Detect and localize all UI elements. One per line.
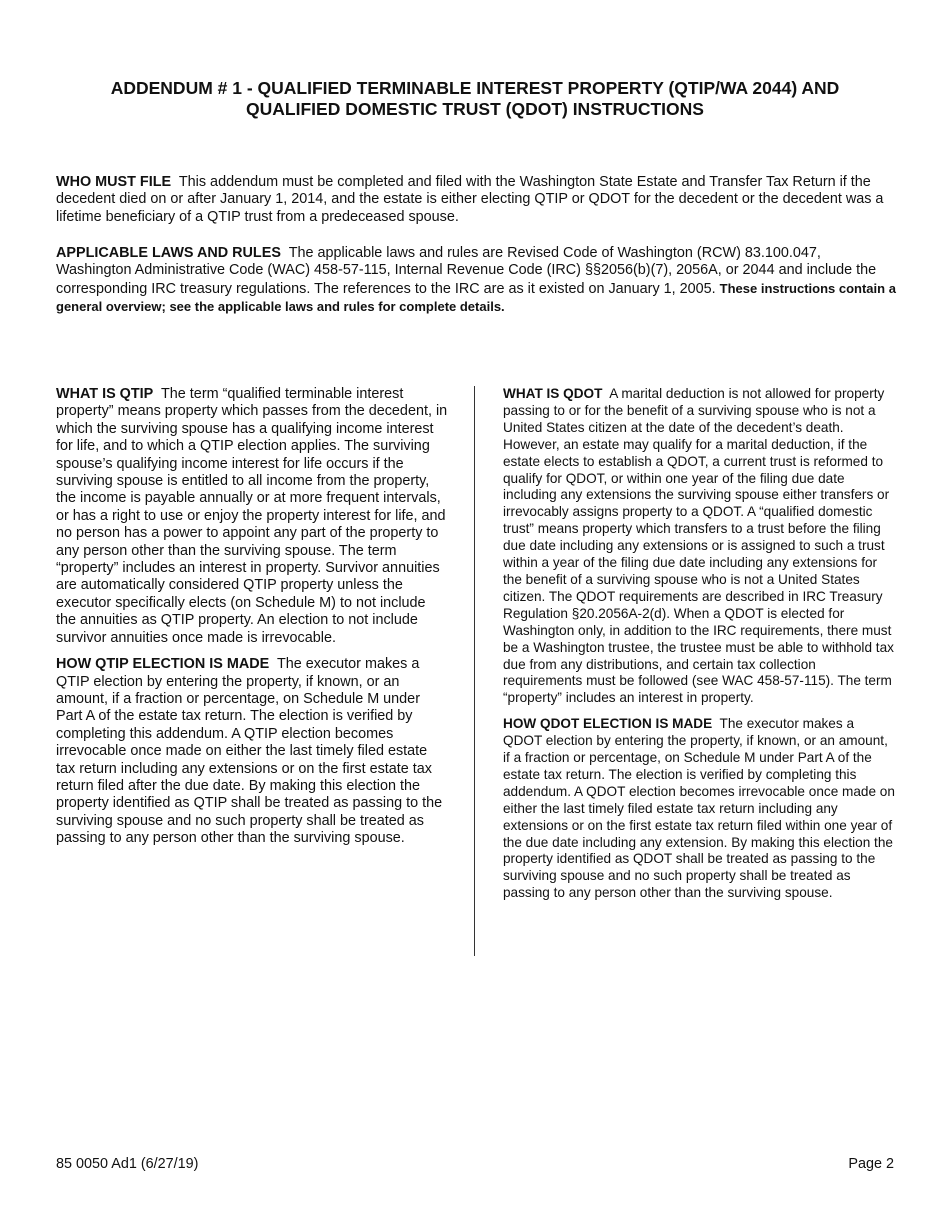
title-line-2: QUALIFIED DOMESTIC TRUST (QDOT) INSTRUCTIONS <box>246 99 704 119</box>
applicable-laws-text: The applicable laws and rules are Revised Code of Washington (RCW) 83.100.047, Washington Administrative Code (WAC) 458-57-115, Internal Revenue Code (IRC) §§2056(b)(7), 2056A, or 2044 and include the corresponding IRC treasury regulations. The references to the IRC are as it existed on January 1, 2005. <box>56 245 877 297</box>
who-must-file-heading: WHO MUST FILE <box>56 174 172 190</box>
how-qtip-text: The executor makes a QTIP election by entering the property, if known, or an amount, if a fraction or percentage, on Schedule M under Part A of the estate tax return. The election is verified by completing this addendum. A QTIP election becomes irrevocable once made on either the last timely filed estate tax return including any extensions or on the first estate tax return filed after the due date. By making this election the property identified as QTIP shall be treated as passing to the surviving spouse and no such property shall be treated as passing to any person other than the surviving spouse. <box>56 656 443 847</box>
applicable-laws-note: These instructions contain a general overview; see the applicable laws and rules for complete details. <box>56 280 896 315</box>
how-qdot-section <box>503 716 895 902</box>
left-column <box>56 386 448 857</box>
form-id: 85 0050 Ad1 (6/27/19) <box>56 1156 199 1172</box>
what-is-qtip-text: The term “qualified terminable interest property” means property which passes from the decedent, in which the surviving spouse has a qualifying income interest for life, and to which a QTIP election applies. The surviving spouse’s qualifying income interest for life occurs if the surviving spouse is entitled to all income from the property, the income is payable annually or at more frequent intervals, or has a right to use or enjoy the property interest for life, and no person has a power to appoint any part of the property to any person other than the surviving spouse. The term “property” includes an interest in property. Survivor annuities are automatically considered QTIP property unless the executor specifically elects (on Schedule M) to not include the annuities as QTIP property. An election to not include survivor annuities once made is irrevocable. <box>56 386 448 646</box>
page-number: Page 2 <box>848 1156 894 1172</box>
how-qtip-heading: HOW QTIP ELECTION IS MADE <box>56 656 270 673</box>
how-qdot-heading: HOW QDOT ELECTION IS MADE <box>503 716 713 732</box>
column-divider <box>474 386 475 956</box>
who-must-file-section <box>56 174 898 226</box>
applicable-laws-heading: APPLICABLE LAWS AND RULES <box>56 245 281 261</box>
applicable-laws-section <box>56 245 898 317</box>
how-qdot-text: The executor makes a QDOT election by entering the property, if known, or an amount, if a fraction or percentage, on Schedule M under Part A of the estate tax return. The election is verified by completing this addendum. A QDOT election becomes irrevocable once made on either the last timely filed estate tax return including any extensions or on the first estate tax return filed within one year of the due date including any extension. By making this election the property identified as QDOT shall be treated as passing to the surviving spouse and no such property shall be treated as passing to any person other than the surviving spouse. <box>503 716 895 901</box>
what-is-qtip-section <box>56 386 448 647</box>
what-is-qdot-text: A marital deduction is not allowed for property passing to or for the benefit of a surviving spouse who is not a United States citizen at the date of the decedent’s death. However, an estate may qualify for a marital deduction, if the estate elects to establish a QDOT, a current trust is reformed to qualify for QDOT, or within one year of the filing due date including any extensions the surviving spouse either transfers or irrevocably assigns property to a QDOT. A “qualified domestic trust” means property which transfers to a trust before the filing due date including any extensions or is assigned to such a trust within a year of the filing due date including any extensions for the benefit of a surviving spouse who is not a United States citizen. The QDOT requirements are described in IRC Treasury Regulation §20.2056A-2(d). When a QDOT is elected for Washington only, in addition to the IRC requirements, there must be a Washington trustee, the trustee must be able to withhold tax due from any distributions, and certain tax collection requirements must be followed (see WAC 458-57-115). The term “property” includes an interest in property. <box>503 386 894 706</box>
title-line-1: ADDENDUM # 1 - QUALIFIED TERMINABLE INTEREST PROPERTY (QTIP/WA 2044) AND <box>110 78 840 98</box>
how-qtip-section <box>56 656 448 847</box>
page-title <box>56 78 894 120</box>
who-must-file-text: This addendum must be completed and filed with the Washington State Estate and Transfer Tax Return if the decedent died on or after January 1, 2014, and the estate is either electing QTIP or QDOT for the decedent or the decedent was a lifetime beneficiary of a QTIP trust from a predeceased spouse. <box>56 174 884 225</box>
what-is-qdot-section <box>503 386 895 707</box>
what-is-qdot-heading: WHAT IS QDOT <box>503 386 603 401</box>
what-is-qtip-heading: WHAT IS QTIP <box>56 386 154 402</box>
right-column <box>503 386 895 911</box>
